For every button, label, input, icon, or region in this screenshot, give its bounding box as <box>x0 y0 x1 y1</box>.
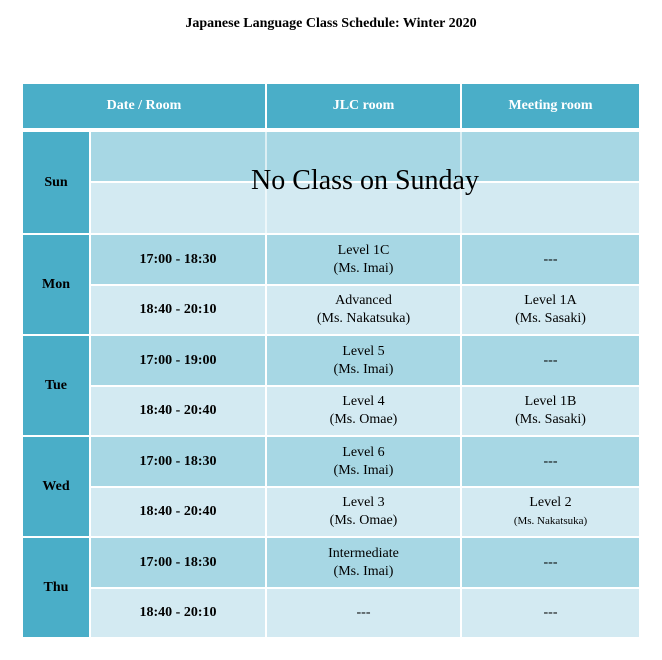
day-thu: Thu <box>23 538 89 637</box>
day-wed: Wed <box>23 437 89 536</box>
meeting-class-cell-line: --- <box>543 352 558 368</box>
header-jlc-room: JLC room <box>267 84 460 128</box>
meeting-class-cell-line: (Ms. Nakatsuka) <box>513 515 588 527</box>
jlc-class-cell-line: Advanced <box>335 293 392 308</box>
sunday-row-1 <box>91 132 639 181</box>
jlc-class-cell-line: Level 4 <box>342 394 385 409</box>
jlc-class-cell-line: --- <box>356 605 371 620</box>
meeting-class-cell <box>462 538 639 587</box>
jlc-class-cell-line: Level 3 <box>342 495 385 510</box>
jlc-class-cell <box>267 336 460 385</box>
time-slot: 17:00 - 19:00 <box>91 336 265 385</box>
meeting-class-cell-line: (Ms. Sasaki) <box>515 311 586 326</box>
jlc-class-cell-line: (Ms. Nakatsuka) <box>316 311 411 326</box>
jlc-class-cell-line: (Ms. Imai) <box>333 260 394 276</box>
meeting-class-cell <box>462 336 639 385</box>
jlc-class-cell <box>267 235 460 284</box>
meeting-class-cell-line: --- <box>543 251 558 267</box>
meeting-class-cell <box>462 488 639 536</box>
meeting-class-cell-line: --- <box>543 554 558 570</box>
sunday-row-2 <box>91 183 639 233</box>
day-tue: Tue <box>23 336 89 435</box>
jlc-class-cell-line: Level 6 <box>342 444 385 460</box>
meeting-class-cell-line: Level 1A <box>524 293 577 308</box>
jlc-class-cell <box>267 538 460 587</box>
header-meeting-room: Meeting room <box>462 84 639 128</box>
meeting-class-cell <box>462 437 639 486</box>
jlc-class-cell <box>267 589 460 637</box>
meeting-class-cell-line: --- <box>543 453 558 469</box>
time-slot: 18:40 - 20:40 <box>91 488 265 536</box>
jlc-class-cell <box>267 387 460 435</box>
schedule-table <box>23 84 639 638</box>
header-date-room: Date / Room <box>23 84 265 128</box>
jlc-class-cell <box>267 286 460 334</box>
jlc-class-cell-line: (Ms. Omae) <box>329 513 398 528</box>
jlc-class-cell-line: (Ms. Imai) <box>333 563 394 579</box>
jlc-class-cell-line: Level 1C <box>337 242 390 258</box>
time-slot: 18:40 - 20:10 <box>91 589 265 637</box>
jlc-class-cell <box>267 437 460 486</box>
meeting-class-cell <box>462 286 639 334</box>
day-mon: Mon <box>23 235 89 334</box>
time-slot: 17:00 - 18:30 <box>91 437 265 486</box>
jlc-class-cell <box>267 488 460 536</box>
sunday-message: No Class on Sunday <box>251 165 479 196</box>
meeting-class-cell-line: Level 1B <box>524 394 577 409</box>
time-slot: 18:40 - 20:40 <box>91 387 265 435</box>
time-slot: 17:00 - 18:30 <box>91 538 265 587</box>
time-slot: 17:00 - 18:30 <box>91 235 265 284</box>
day-sun: Sun <box>23 132 89 233</box>
jlc-class-cell-line: Level 5 <box>342 343 385 359</box>
page-title: Japanese Language Class Schedule: Winter 2020 <box>185 16 477 31</box>
meeting-class-cell-line: (Ms. Sasaki) <box>515 412 586 427</box>
meeting-class-cell-line: Level 2 <box>529 495 572 510</box>
jlc-class-cell-line: (Ms. Imai) <box>333 462 394 478</box>
jlc-class-cell-line: Intermediate <box>328 545 399 561</box>
meeting-class-cell <box>462 235 639 284</box>
meeting-class-cell-line: --- <box>543 605 558 620</box>
jlc-class-cell-line: (Ms. Omae) <box>329 412 398 427</box>
time-slot: 18:40 - 20:10 <box>91 286 265 334</box>
meeting-class-cell <box>462 589 639 637</box>
jlc-class-cell-line: (Ms. Imai) <box>333 361 394 377</box>
meeting-class-cell <box>462 387 639 435</box>
